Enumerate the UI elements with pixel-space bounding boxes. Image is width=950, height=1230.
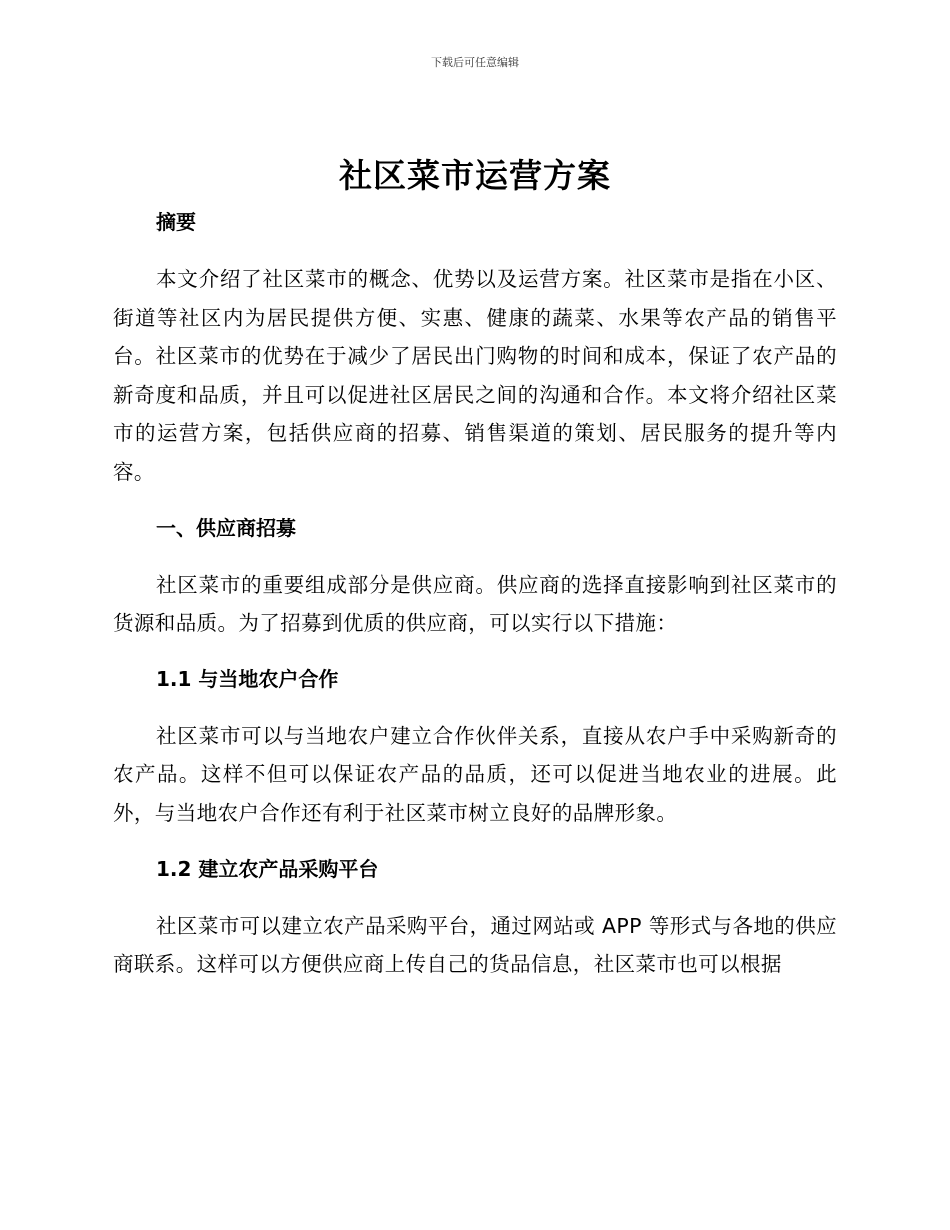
page-header-note: 下载后可任意编辑 <box>431 56 519 69</box>
section-heading-supplier-recruitment: 一、供应商招募 <box>156 515 296 540</box>
section-heading-procurement-platform: 1.2 建立农产品采购平台 <box>156 856 379 881</box>
document-body <box>113 204 837 984</box>
section-heading-abstract: 摘要 <box>156 210 196 234</box>
paragraph-procurement-platform: 社区菜市可以建立农产品采购平台，通过网站或 APP 等形式与各地的供应商联系。这样可以方便供应商上传自己的货品信息，社区菜市也可以根据 <box>113 913 837 977</box>
section-heading-local-farmers: 1.1 与当地农户合作 <box>156 666 339 691</box>
paragraph-supplier-recruitment: 社区菜市的重要组成部分是供应商。供应商的选择直接影响到社区菜市的货源和品质。为了招募到优质的供应商，可以实行以下措施： <box>113 572 837 636</box>
paragraph-local-farmers: 社区菜市可以与当地农户建立合作伙伴关系，直接从农户手中采购新奇的农产品。这样不但可以保证农产品的品质，还可以促进当地农业的进展。此外，与当地农户合作还有利于社区菜市树立良好的品牌形象。 <box>113 723 837 825</box>
document-title: 社区菜市运营方案 <box>339 156 611 195</box>
paragraph-abstract: 本文介绍了社区菜市的概念、优势以及运营方案。社区菜市是指在小区、街道等社区内为居民提供方便、实惠、健康的蔬菜、水果等农产品的销售平台。社区菜市的优势在于减少了居民出门购物的时间和成本，保证了农产品的新奇度和品质，并且可以促进社区居民之间的沟通和合作。本文将介绍社区菜市的运营方案，包括供应商的招募、销售渠道的策划、居民服务的提升等内容。 <box>113 267 837 484</box>
